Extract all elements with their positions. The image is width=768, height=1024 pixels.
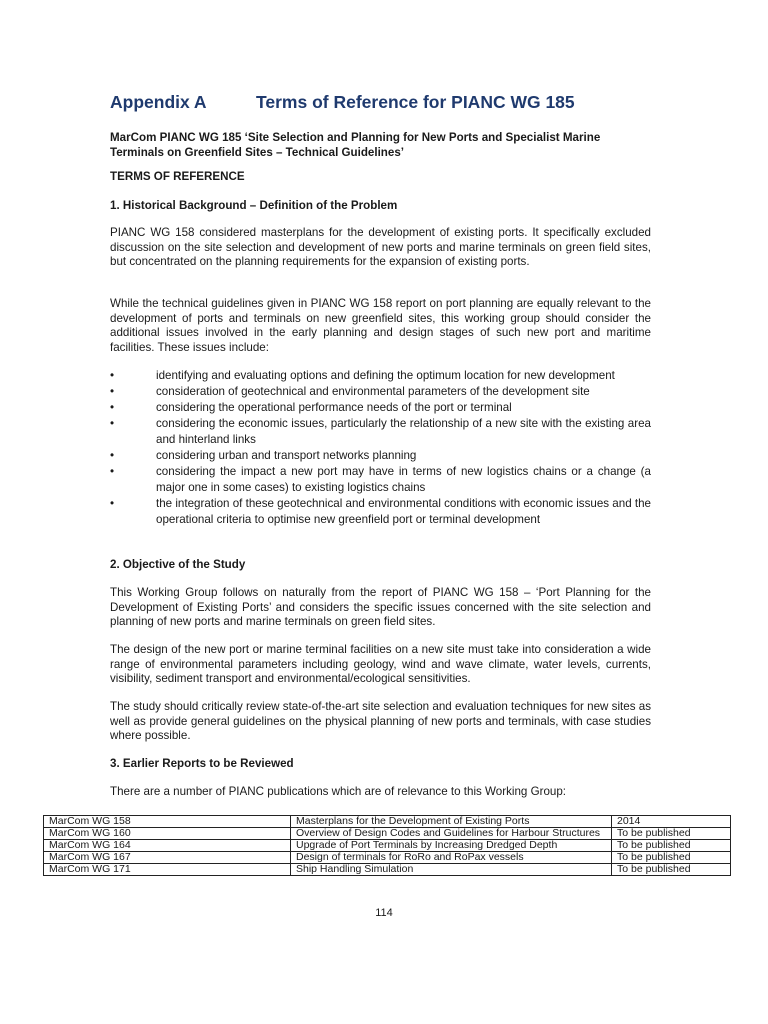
bullet-glyph: • — [110, 385, 115, 398]
section3-paragraph-1: There are a number of PIANC publications which are of relevance to this Working Group: — [110, 785, 567, 798]
bullet-glyph: • — [110, 369, 115, 382]
table-row — [44, 864, 731, 876]
section2-paragraph-2: The design of the new port or marine terminal facilities on a new site must take into consideration a wide range of environmental parameters including geology, wind and wave climate, water levels, currents, visibility, sediment transport and environmental/ecological sensitivities. — [110, 643, 651, 685]
section2-paragraph-3: The study should critically review state-of-the-art site selection and evaluation techniques for new sites as well as provide general guidelines on the physical planning of new ports and terminals, with case studies where possible. — [110, 700, 651, 742]
bullet-glyph: • — [110, 465, 115, 478]
list-item: • identifying and evaluating options and defining the optimum location for new development — [110, 369, 615, 382]
table-row — [44, 840, 731, 852]
table-cell: Masterplans for the Development of Existing Ports — [291, 816, 612, 828]
table-cell: Design of terminals for RoRo and RoPax vessels — [291, 852, 612, 864]
table-cell: To be published — [612, 828, 731, 840]
table-cell: MarCom WG 171 — [44, 864, 291, 876]
table-cell: Overview of Design Codes and Guidelines for Harbour Structures — [291, 828, 612, 840]
issues-list — [110, 368, 651, 528]
section1-heading: 1. Historical Background – Definition of the Problem — [110, 199, 398, 212]
bullet-glyph: • — [110, 417, 115, 430]
table-row — [44, 852, 731, 864]
table-cell: 2014 — [612, 816, 731, 828]
table-cell: Ship Handling Simulation — [291, 864, 612, 876]
bullet-glyph: • — [110, 497, 115, 510]
section2-paragraph-1: This Working Group follows on naturally from the report of PIANC WG 158 – ‘Port Planning for the Development of Existing Ports’ and considers the specific issues concerned with the site selection and planning of new ports and marine terminals on green field sites. — [110, 586, 651, 628]
section1-paragraph-1: PIANC WG 158 considered masterplans for the development of existing ports. It specifically excluded discussion on the site selection and development of new ports and marine terminals on green field sites, but concentrated on the planning requirements for the expansion of existing ports. — [110, 226, 651, 268]
bullet-glyph: • — [110, 401, 115, 414]
appendix-heading: Terms of Reference for PIANC WG 185 — [256, 92, 575, 112]
list-item: • considering urban and transport networks planning — [110, 449, 417, 462]
section2-heading: 2. Objective of the Study — [110, 558, 246, 571]
publications-table — [43, 815, 731, 876]
appendix-label: Appendix A — [110, 92, 207, 112]
page-number: 114 — [375, 907, 393, 919]
list-item: • considering the impact a new port may have in terms of new logistics chains or a change (a major one in some cases) to existing logistics chains — [110, 465, 651, 494]
list-item: • the integration of these geotechnical and environmental conditions with economic issues and the operational criteria to optimise new greenfield port or terminal development — [110, 497, 651, 526]
list-item: • considering the economic issues, particularly the relationship of a new site with the existing area and hinterland links — [110, 417, 651, 446]
list-item: • considering the operational performance needs of the port or terminal — [110, 401, 512, 414]
section3-heading: 3. Earlier Reports to be Reviewed — [110, 757, 294, 770]
table-cell: MarCom WG 160 — [44, 828, 291, 840]
terms-heading: TERMS OF REFERENCE — [110, 170, 245, 183]
document-subtitle: MarCom PIANC WG 185 ‘Site Selection and Planning for New Ports and Specialist Marine Terminals on Greenfield Sites – Technical Guidelines’ — [110, 131, 601, 159]
table-cell: To be published — [612, 864, 731, 876]
table-row — [44, 816, 731, 828]
table-cell: MarCom WG 158 — [44, 816, 291, 828]
table-cell: To be published — [612, 840, 731, 852]
section1-paragraph-2: While the technical guidelines given in PIANC WG 158 report on port planning are equally relevant to the development of ports and terminals on new greenfield sites, this working group should consider the additional issues involved in the early planning and design stages of such new port and maritime facilities. These issues include: — [110, 297, 651, 354]
table-cell: Upgrade of Port Terminals by Increasing Dredged Depth — [291, 840, 612, 852]
table-cell: To be published — [612, 852, 731, 864]
table-cell: MarCom WG 167 — [44, 852, 291, 864]
bullet-glyph: • — [110, 449, 115, 462]
appendix-title — [110, 92, 575, 113]
list-item: • consideration of geotechnical and environmental parameters of the development site — [110, 385, 590, 398]
table-row — [44, 828, 731, 840]
table-cell: MarCom WG 164 — [44, 840, 291, 852]
